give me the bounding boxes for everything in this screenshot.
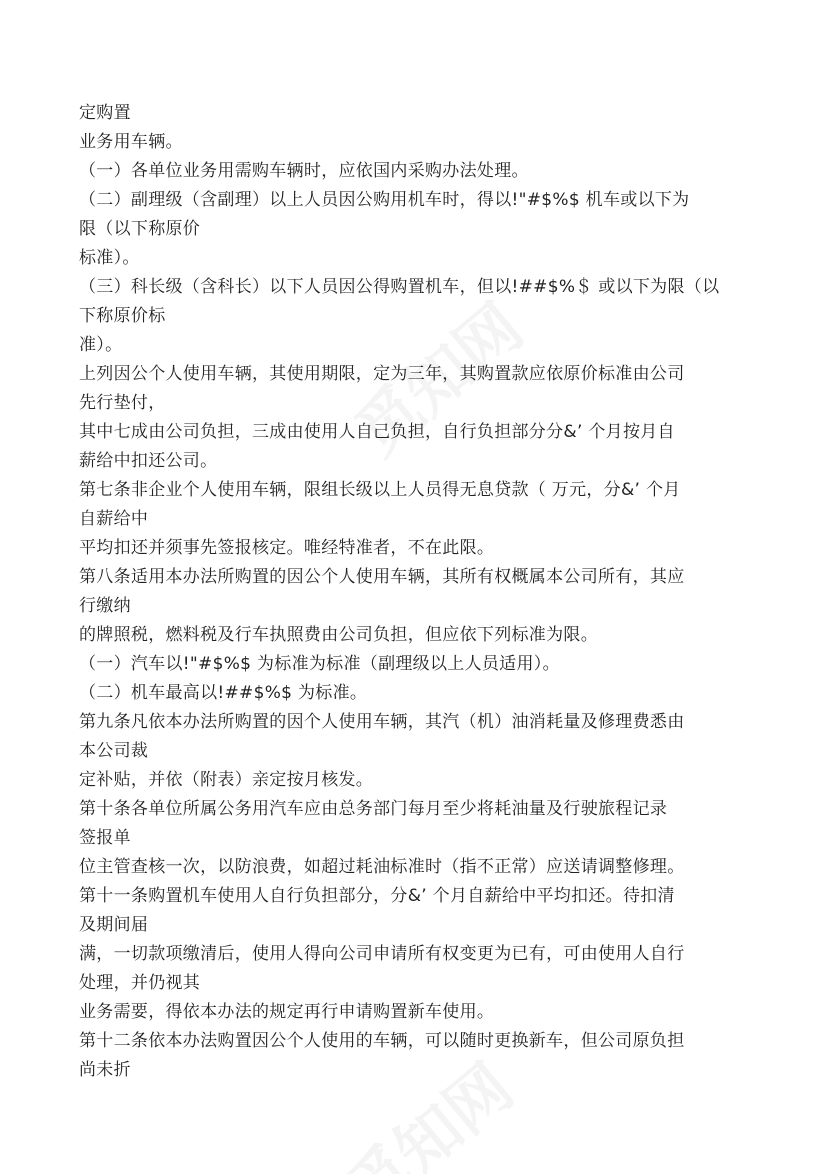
text-line: 及期间届 [79, 915, 149, 935]
text-line: 位主管查核一次，以防浪费，如超过耗油标准时（指不正常）应送请调整修理。 [79, 857, 685, 877]
text-line: 第十一条购置机车使用人自行负担部分，分&’ 个月自薪给中平均扣还。待扣清 [79, 886, 675, 906]
text-line: 定购置 [79, 103, 131, 123]
text-line: （一）汽车以!"#$%$ 为标准为标准（副理级以上人员适用）。 [79, 654, 560, 674]
text-line: 第十二条依本办法购置因公个人使用的车辆，可以随时更换新车，但公司原负担 [79, 1031, 685, 1051]
text-line: 业务需要，得依本办法的规定再行申请购置新车使用。 [79, 1002, 495, 1022]
text-line: （一）各单位业务用需购车辆时，应依国内采购办法处理。 [79, 161, 529, 181]
text-line: 限（以下称原价 [79, 219, 201, 239]
text-line: 上列因公个人使用车辆，其使用期限，定为三年，其购置款应依原价标准由公司 [79, 364, 685, 384]
document-body [79, 99, 759, 1085]
text-line: 自薪给中 [79, 509, 149, 529]
text-line: 定补贴，并依（附表）亲定按月核发。 [79, 770, 374, 790]
text-line: 第九条凡依本办法所购置的因个人使用车辆，其汽（机）油消耗量及修理费悉由 [79, 712, 685, 732]
text-line: 签报单 [79, 828, 131, 848]
text-line: 行缴纳 [79, 596, 131, 616]
text-line: 第八条适用本办法所购置的因公个人使用车辆，其所有权概属本公司所有，其应 [79, 567, 685, 587]
text-line: （三）科长级（含科长）以下人员因公得购置机车，但以!##$%＄ 或以下为限（以 [79, 277, 720, 297]
text-line: 尚未折 [79, 1060, 131, 1080]
text-line: 先行垫付， [79, 393, 166, 413]
text-line: 其中七成由公司负担，三成由使用人自己负担，自行负担部分分&’ 个月按月自 [79, 422, 675, 442]
text-line: 薪给中扣还公司。 [79, 451, 218, 471]
text-line: 平均扣还并须事先签报核定。唯经特准者，不在此限。 [79, 538, 495, 558]
text-line: 下称原价标 [79, 306, 166, 326]
text-line: 准）。 [79, 335, 123, 355]
text-line: 第七条非企业个人使用车辆，限组长级以上人员得无息贷款（ 万元，分&’ 个月 [79, 480, 681, 500]
text-line: 的牌照税，燃料税及行车执照费由公司负担，但应依下列标准为限。 [79, 625, 598, 645]
text-line: 处理，并仍视其 [79, 973, 201, 993]
text-line: 满，一切款项缴清后，使用人得向公司申请所有权变更为已有，可由使用人自行 [79, 944, 685, 964]
text-line: 第十条各单位所属公务用汽车应由总务部门每月至少将耗油量及行驶旅程记录 [79, 799, 668, 819]
text-line: 标准）。 [79, 248, 140, 268]
text-line: 本公司裁 [79, 741, 149, 761]
text-line: （二）副理级（含副理）以上人员因公购用机车时，得以!"#$%$ 机车或以下为 [79, 190, 690, 210]
text-line: （二）机车最高以!##$%$ 为标准。 [79, 683, 368, 703]
text-line: 业务用车辆。 [79, 132, 183, 152]
